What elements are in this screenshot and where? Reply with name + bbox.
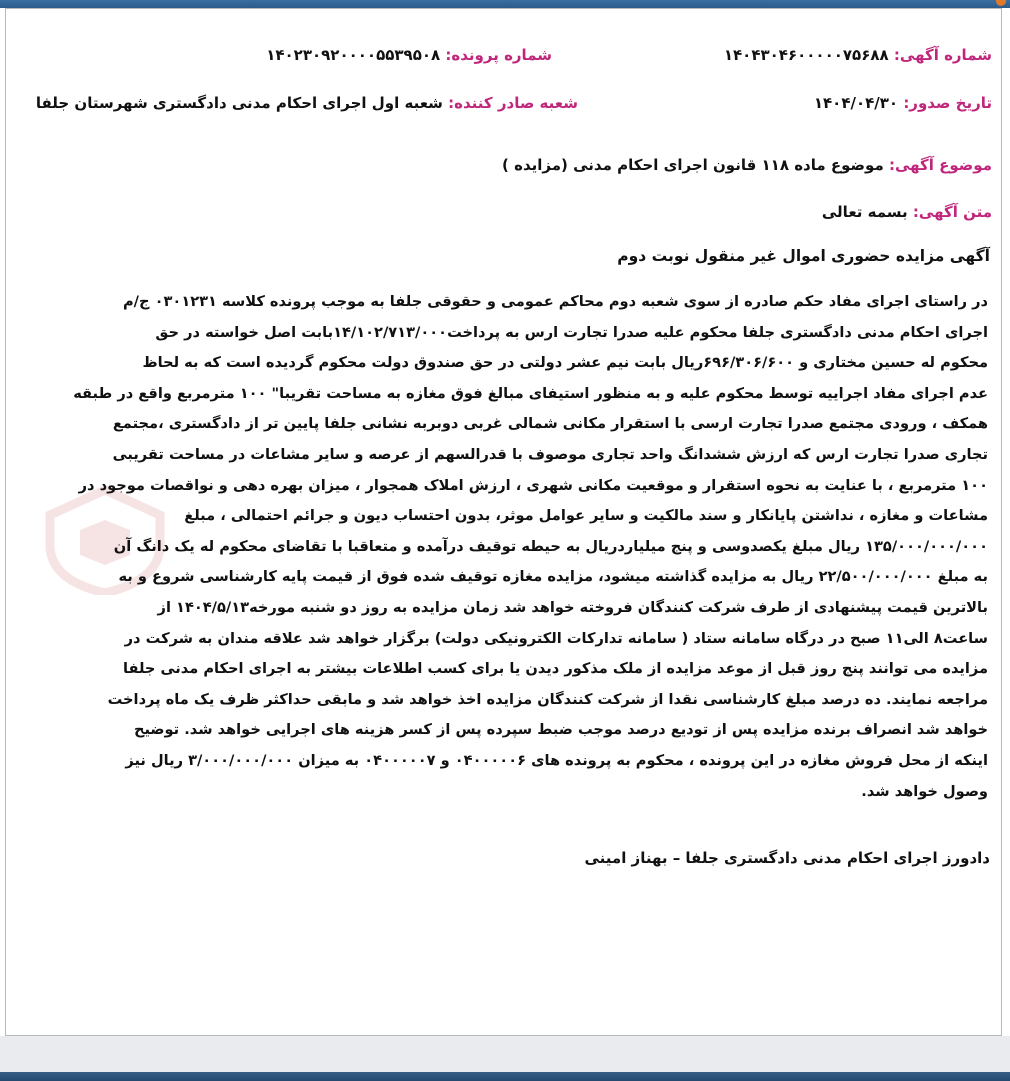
window-bottom-bar [0,1072,1010,1081]
subject: موضوع ماده ۱۱۸ قانون اجرای احکام مدنی (مزایده ) [502,156,884,174]
window-close-icon[interactable] [996,0,1006,6]
case-number-label: شماره پرونده: [445,46,552,64]
notice-heading: آگهی مزایده حضوری اموال غیر منقول نوبت دوم [617,247,990,265]
notice-line: اینکه از محل فروش مغازه در این پرونده ، محکوم به پرونده های ۰۴۰۰۰۰۰۶ و ۰۴۰۰۰۰۰۷ به میزان ۳/۰۰۰/۰۰۰/۰۰۰ ریال نیز [125,751,988,769]
ad-number-label: شماره آگهی: [893,46,992,64]
text-label: متن آگهی: [912,203,992,221]
notice-line: ساعت۸ الی۱۱ صبح در درگاه سامانه ستاد ( سامانه تدارکات الکترونیکی دولت) برگزار خواهد شد علاقه مندان به شرکت در [124,629,988,647]
notice-line: در راستای اجرای مفاد حکم صادره از سوی شعبه دوم محاکم عمومی و حقوقی جلفا به موجب پرونده کلاسه ۰۳۰۱۲۳۱ ج/م [122,293,988,310]
ad-number-row [724,46,992,64]
notice-line: وصول خواهد شد. [861,782,988,800]
notice-line: بالاترین قیمت پیشنهادی از طرف شرکت کنندگان فروخته خواهد شد زمان مزایده به روز دو شنبه مورخه۱۴۰۴/۵/۱۳ از [157,598,988,616]
notice-line: مزایده می توانند پنج روز قبل از موعد مزایده از ملک مذکور دیدن یا برای کسب اطلاعات بیشتر به اجرای احکام مدنی جلفا [122,660,988,678]
text-label-row [822,203,992,221]
notice-line: به مبلغ ۲۲/۵۰۰/۰۰۰/۰۰۰ ریال به مزایده گذاشته میشود، مزایده مغازه توقیف شده فوق از قیمت پایه کارشناسی شروع و به [118,568,988,586]
issuing-branch: شعبه اول اجرای احکام مدنی دادگستری شهرستان جلفا [35,94,443,112]
footer-area [0,1036,1010,1072]
notice-line: مشاعات و مغازه ، نداشتن پایانکار و سند مالکیت و سایر عوامل موثر، بدون احتساب دیون و جرائم احتمالی ، مبلغ [184,507,988,525]
notice-line: همکف ، ورودی مجتمع صدرا تجارت ارسی با استقرار مکانی شمالی غربی دوبربه نشانی جلفا پایین تر از دادگستری ،مجتمع [112,415,988,433]
subject-label: موضوع آگهی: [888,156,992,174]
case-number: ۱۴۰۲۳۰۹۲۰۰۰۰۵۵۳۹۵۰۸ [266,46,441,64]
notice-line: تجاری صدرا تجارت ارس که ارزش ششدانگ واحد تجاری موصوف با قدرالسهم از عرصه و سایر مشاعات در مساحت تقریبی [112,445,988,463]
notice-line: اجرای احکام مدنی دادگستری جلفا محکوم علیه صدرا تجارت ارس به پرداخت۱۴/۱۰۲/۷۱۳/۰۰۰بابت اصل خواسته در حق [155,323,988,341]
signature: دادورز اجرای احکام مدنی دادگستری جلفا – بهناز امینی [584,849,990,867]
notice-line: محکوم له حسین مختاری و ۶۹۶/۳۰۶/۶۰۰ریال بابت نیم عشر دولتی در حق صندوق دولت محکوم گردیده است که به لحاظ [142,354,988,372]
notice-line: عدم اجرای مفاد اجراییه توسط محکوم علیه و به منظور استیفای مبالغ فوق مغازه به مساحت تقریبا" ۱۰۰ مترمربع واقع در طبقه [73,384,988,402]
text-intro: بسمه تعالی [821,203,908,221]
issuing-branch-row [36,94,578,112]
case-number-row [266,46,552,64]
notice-line: خواهد شد انصراف برنده مزایده پس از تودیع درصد موجب ضبط سپرده پس از کسر هزینه های اجرایی خواهد شد. توضیح [133,721,988,739]
issue-date-label: تاریخ صدور: [903,94,992,112]
notice-line: ۱۳۵/۰۰۰/۰۰۰/۰۰۰ ریال مبلغ یکصدوسی و پنج میلیاردریال به حیطه توقیف درآمده و متعاقبا با تقاضای محکوم له یک دانگ آن [113,537,988,555]
window-top-bar [0,0,1010,8]
notice-body [10,287,988,807]
issuing-branch-label: شعبه صادر کننده: [448,94,578,112]
ad-number: ۱۴۰۴۳۰۴۶۰۰۰۰۰۷۵۶۸۸ [723,46,889,64]
issue-date: ۱۴۰۴/۰۴/۳۰ [813,94,899,112]
notice-line: مراجعه نمایند. ده درصد مبلغ کارشناسی نقدا از شرکت کنندگان مزایده اخذ خواهد شد و مابقی حداکثر ظرف یک ماه پرداخت [107,690,988,708]
issue-date-row [814,94,992,112]
notice-line: ۱۰۰ مترمربع ، با عنایت به نحوه استقرار و موقعیت مکانی شهری ، ارزش املاک همجوار ، میزان بهره دهی و نواقصات موجود در [78,476,988,494]
subject-row [502,156,992,174]
